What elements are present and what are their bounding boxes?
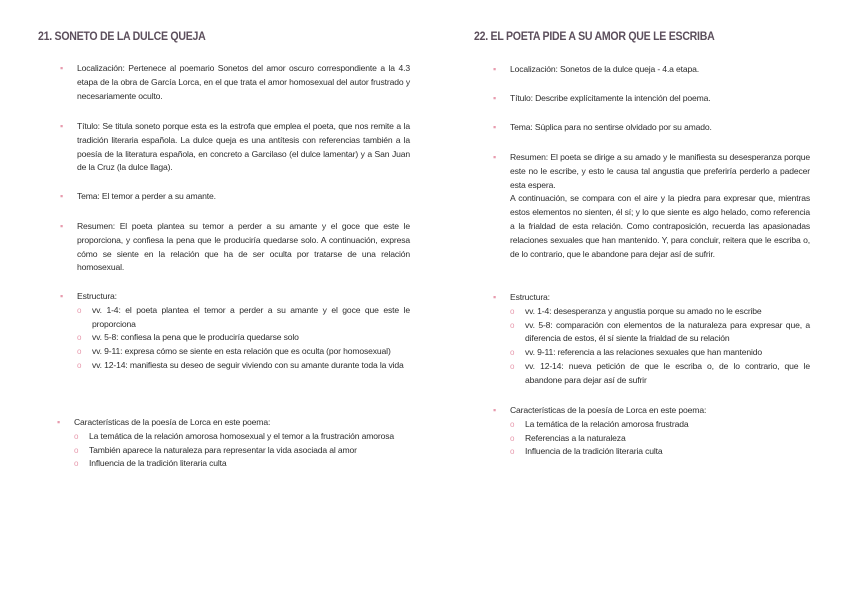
localizacion-text: Localización: Sonetos de la dulce queja - 4.a etapa.	[510, 64, 700, 74]
list-item: o También aparece la naturaleza para representar la vida asociada al amor	[74, 444, 410, 458]
circle-bullet-icon: o	[77, 360, 82, 370]
estructura-list	[77, 304, 410, 373]
list-item: o La temática de la relación amorosa homosexual y el temor a la frustración amorosa	[74, 430, 410, 444]
section-title-21: 21. SONETO DE LA DULCE QUEJA	[38, 29, 206, 43]
section-title-22: 22. EL POETA PIDE A SU AMOR QUE LE ESCRIBA	[474, 29, 715, 43]
titulo-item	[60, 120, 410, 175]
bullet-icon: ▪	[493, 64, 497, 74]
list-item: o vv. 1-4: el poeta plantea el temor a perder a su amante y el goce que este le proporciona	[77, 304, 410, 329]
circle-bullet-icon: o	[77, 347, 82, 357]
bullet-icon: ▪	[60, 191, 64, 201]
titulo-text: Título: Se titula soneto porque esta es la estrofa que emplea el poeta, que nos remite a la tradición literaria española. La dulce queja es una antítesis con referencias también a la poesía de la literatura española, en concreto a Garcilaso (el dulce lamentar) y a San Juan de la Cruz (la dulce llaga).	[77, 121, 410, 173]
bullet-icon: ▪	[493, 292, 497, 302]
bullet-icon: ▪	[493, 152, 497, 162]
list-item: o vv. 9-11: expresa cómo se siente en esta relación que es oculta (por homosexual)	[77, 345, 410, 359]
caracteristicas-list	[74, 430, 410, 471]
list-item: o vv. 1-4: desesperanza y angustia porque su amado no le escribe	[510, 305, 810, 319]
circle-bullet-icon: o	[510, 320, 515, 330]
bullet-icon: ▪	[60, 291, 64, 301]
tema-text: Tema: Súplica para no sentirse olvidado por su amado.	[510, 122, 712, 132]
bullet-icon: ▪	[493, 93, 497, 103]
resumen-text: Resumen: El poeta se dirige a su amado y le manifiesta su desesperanza porque este no le escribe, y esto le causa tal angustia que preferiría perderlo a padecer esta espera.	[510, 152, 810, 190]
caracteristicas-item	[57, 416, 410, 471]
circle-bullet-icon: o	[510, 419, 515, 429]
localizacion-item	[493, 63, 810, 77]
resumen-text: Resumen: El poeta plantea su temor a perder a su amante y el goce que este le proporciona, y confiesa la pena que le produciría quedarse solo. A continuación, expresa cómo se siente en la relación que ha de ser oculta por tratarse de una relación homosexual.	[77, 221, 410, 273]
list-item: o vv. 9-11: referencia a las relaciones sexuales que han mantenido	[510, 346, 810, 360]
resumen-item	[493, 151, 810, 261]
bullet-icon: ▪	[493, 122, 497, 132]
list-item: o Influencia de la tradición literaria culta	[510, 445, 810, 459]
list-item: o vv. 5-8: comparación con elementos de la naturaleza para expresar que, a diferencia de estos, él sí siente la frialdad de su relación	[510, 319, 810, 344]
circle-bullet-icon: o	[74, 431, 79, 441]
circle-bullet-icon: o	[74, 445, 79, 455]
estructura-item	[60, 290, 410, 373]
tema-text: Tema: El temor a perder a su amante.	[77, 191, 216, 201]
caracteristicas-label: Características de la poesía de Lorca en este poema:	[74, 417, 271, 427]
tema-item	[493, 121, 810, 135]
titulo-item	[493, 92, 810, 106]
localizacion-text: Localización: Pertenece al poemario Sonetos del amor oscuro correspondiente a la 4.3 etapa de la obra de García Lorca, en el que trata el amor homosexual del autor frustrado y necesariamente oculto.	[77, 63, 410, 101]
list-item: o Referencias a la naturaleza	[510, 432, 810, 446]
titulo-text: Título: Describe explícitamente la intención del poema.	[510, 93, 711, 103]
list-item: o vv. 5-8: confiesa la pena que le produciría quedarse solo	[77, 331, 410, 345]
resumen-item	[60, 220, 410, 275]
bullet-icon: ▪	[60, 63, 64, 73]
estructura-list	[510, 305, 810, 388]
resumen-continuation-text: A continuación, se compara con el aire y la piedra para expresar que, mientras estos elementos no sienten, él sí; y lo que siente es algo helado, como referencia a la frialdad de esta relación. Como contraposición, recuerda las apasionadas relaciones sexuales que han mantenido. Y, para concluir, reitera que le escriba o, de lo contrario, que le abandone para dejar así de sufrir.	[510, 193, 810, 259]
bullet-icon: ▪	[60, 221, 64, 231]
circle-bullet-icon: o	[510, 348, 515, 358]
caracteristicas-item	[493, 404, 810, 459]
tema-item	[60, 190, 410, 204]
bullet-icon: ▪	[60, 121, 64, 131]
circle-bullet-icon: o	[74, 459, 79, 469]
circle-bullet-icon: o	[510, 361, 515, 371]
circle-bullet-icon: o	[510, 433, 515, 443]
list-item: o La temática de la relación amorosa frustrada	[510, 418, 810, 432]
caracteristicas-label: Características de la poesía de Lorca en este poema:	[510, 405, 707, 415]
list-item: o vv. 12-14: manifiesta su deseo de seguir viviendo con su amante durante toda la vida	[77, 359, 410, 373]
estructura-item	[493, 291, 810, 388]
localizacion-item	[60, 62, 410, 103]
bullet-icon: ▪	[57, 417, 61, 427]
circle-bullet-icon: o	[510, 306, 515, 316]
list-item: o Influencia de la tradición literaria culta	[74, 457, 410, 471]
bullet-icon: ▪	[493, 405, 497, 415]
circle-bullet-icon: o	[510, 447, 515, 457]
circle-bullet-icon: o	[77, 305, 82, 315]
estructura-label: Estructura:	[510, 292, 550, 302]
circle-bullet-icon: o	[77, 333, 82, 343]
list-item: o vv. 12-14: nueva petición de que le escriba o, de lo contrario, que le abandone para dejar así de sufrir	[510, 360, 810, 385]
caracteristicas-list	[510, 418, 810, 459]
estructura-label: Estructura:	[77, 291, 117, 301]
